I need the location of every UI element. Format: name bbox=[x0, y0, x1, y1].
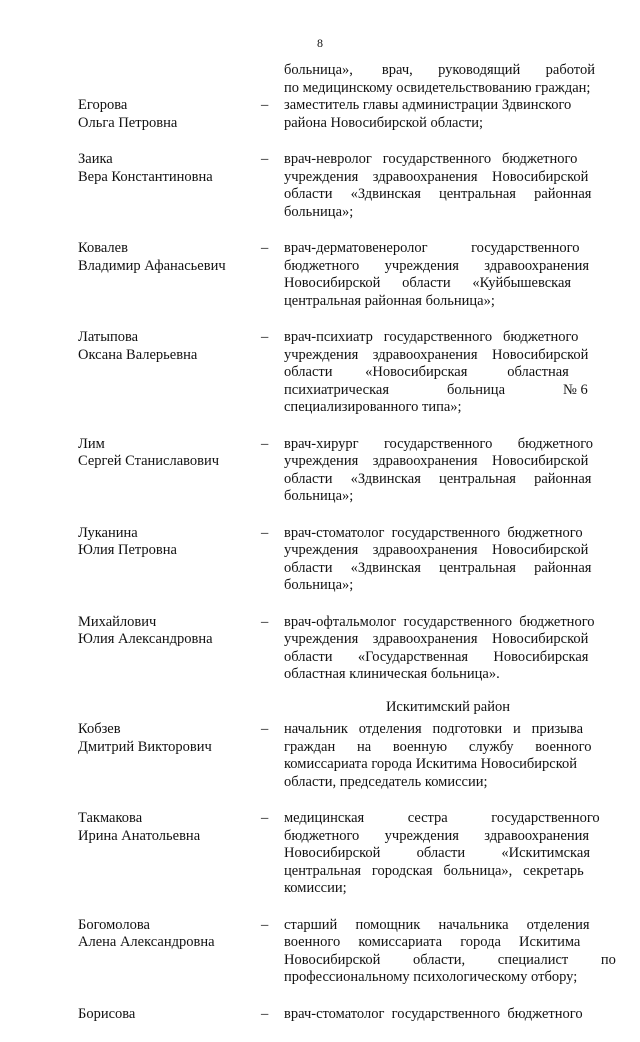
member-entry bbox=[78, 614, 612, 684]
dash-separator: – bbox=[261, 329, 269, 345]
member-position bbox=[284, 97, 612, 132]
member-position bbox=[284, 240, 612, 310]
position-line: Новосибирской области «Куйбышевская bbox=[284, 275, 572, 291]
position-line: больница»; bbox=[284, 488, 354, 504]
position-line: врач-стоматолог государственного бюджетного bbox=[284, 524, 583, 541]
member-name bbox=[78, 436, 261, 506]
member-surname: Лим bbox=[78, 435, 105, 452]
member-surname: Борисова bbox=[78, 1005, 136, 1022]
position-line: врач-дерматовенеролог государственного bbox=[284, 240, 580, 256]
position-line: области «Новосибирская областная bbox=[284, 364, 569, 380]
member-entry bbox=[78, 151, 612, 221]
dash-separator: – bbox=[261, 613, 269, 630]
member-name bbox=[78, 810, 261, 898]
position-line: бюджетного учреждения здравоохранения bbox=[284, 827, 590, 844]
position-line: учреждения здравоохранения Новосибирской bbox=[284, 453, 589, 469]
member-position bbox=[284, 810, 612, 898]
member-given-names: Сергей Станиславович bbox=[78, 453, 220, 469]
member-given-names: Вера Константиновна bbox=[78, 168, 213, 185]
member-surname: Заика bbox=[78, 151, 113, 167]
dash-separator: – bbox=[261, 721, 269, 737]
dash-separator: – bbox=[261, 810, 269, 826]
position-line: специализированного типа»; bbox=[284, 399, 462, 415]
dash-separator: – bbox=[261, 524, 269, 541]
position-line: области «Здвинская центральная районная bbox=[284, 559, 592, 576]
member-entry bbox=[78, 721, 612, 791]
member-surname: Латыпова bbox=[78, 329, 139, 345]
member-name bbox=[78, 1006, 261, 1024]
position-line: учреждения здравоохранения Новосибирской bbox=[284, 542, 589, 558]
member-position bbox=[284, 1006, 612, 1024]
member-name bbox=[78, 151, 261, 221]
position-line: бюджетного учреждения здравоохранения bbox=[284, 257, 590, 274]
dash-separator: – bbox=[261, 1005, 269, 1022]
position-line: областная клиническая больница». bbox=[284, 666, 500, 682]
position-line: больница»; bbox=[284, 203, 354, 220]
member-surname: Егорова bbox=[78, 97, 128, 113]
position-line: области «Здвинская центральная районная bbox=[284, 186, 592, 202]
member-given-names: Алена Александровна bbox=[78, 934, 215, 950]
dash-separator: – bbox=[261, 240, 269, 256]
position-line: центральная районная больница»; bbox=[284, 292, 495, 309]
position-line: врач-невролог государственного бюджетного bbox=[284, 151, 578, 167]
position-line: врач-хирург государственного бюджетного bbox=[284, 435, 594, 452]
continuation-text bbox=[284, 62, 612, 97]
member-name bbox=[78, 525, 261, 595]
position-line: области «Государственная Новосибирская bbox=[284, 648, 589, 665]
position-line: старший помощник начальника отделения bbox=[284, 916, 590, 933]
member-position bbox=[284, 525, 612, 595]
position-line: профессиональному психологическому отбору; bbox=[284, 969, 578, 985]
commission-list-iskitimsky bbox=[78, 721, 616, 1023]
section-heading: Искитимский район bbox=[385, 698, 511, 715]
member-position bbox=[284, 721, 612, 791]
member-entry bbox=[78, 436, 612, 506]
position-line: врач-психиатр государственного бюджетного bbox=[284, 329, 579, 345]
member-position bbox=[284, 151, 612, 221]
continuation-line: больница», врач, руководящий работой bbox=[284, 62, 595, 78]
member-position bbox=[284, 329, 612, 417]
position-line: комиссии; bbox=[284, 880, 347, 896]
position-line: начальник отделения подготовки и призыва bbox=[284, 721, 584, 737]
position-line: заместитель главы администрации Здвинского bbox=[284, 97, 572, 113]
position-line: военного комиссариата города Искитима bbox=[284, 934, 581, 950]
position-line: врач-стоматолог государственного бюджетного bbox=[284, 1005, 583, 1022]
position-line: комиссариата города Искитима Новосибирской bbox=[284, 756, 578, 772]
member-name bbox=[78, 240, 261, 310]
member-name bbox=[78, 97, 261, 132]
dash-separator: – bbox=[261, 916, 269, 933]
member-name bbox=[78, 329, 261, 417]
member-given-names: Ольга Петровна bbox=[78, 114, 178, 131]
member-surname: Такмакова bbox=[78, 810, 143, 826]
member-given-names: Дмитрий Викторович bbox=[78, 738, 212, 755]
member-given-names: Юлия Александровна bbox=[78, 631, 213, 647]
position-line: учреждения здравоохранения Новосибирской bbox=[284, 631, 589, 647]
member-surname: Кобзев bbox=[78, 721, 121, 737]
member-position bbox=[284, 436, 612, 506]
member-entry bbox=[78, 525, 612, 595]
position-line: граждан на военную службу военного bbox=[284, 738, 592, 755]
position-line: центральная городская больница», секретарь bbox=[284, 862, 584, 879]
dash-separator: – bbox=[261, 97, 269, 113]
position-line: психиатрическая больница № 6 bbox=[284, 381, 588, 398]
position-line: учреждения здравоохранения Новосибирской bbox=[284, 168, 589, 185]
member-position bbox=[284, 614, 612, 684]
dash-separator: – bbox=[261, 435, 269, 452]
member-entry bbox=[78, 97, 612, 132]
member-surname: Михайлович bbox=[78, 613, 157, 630]
member-given-names: Ирина Анатольевна bbox=[78, 827, 201, 844]
position-line: больница»; bbox=[284, 577, 354, 593]
member-surname: Ковалев bbox=[78, 240, 128, 256]
position-line: района Новосибирской области; bbox=[284, 114, 484, 131]
continuation-line: по медицинскому освидетельствованию граждан; bbox=[284, 79, 591, 96]
member-surname: Богомолова bbox=[78, 916, 150, 933]
member-given-names: Оксана Валерьевна bbox=[78, 346, 198, 363]
dash-separator: – bbox=[261, 151, 269, 167]
member-given-names: Владимир Афанасьевич bbox=[78, 257, 226, 274]
page-number: 8 bbox=[317, 36, 323, 50]
member-name bbox=[78, 614, 261, 684]
member-name bbox=[78, 917, 261, 987]
position-line: области, председатель комиссии; bbox=[284, 773, 488, 790]
member-given-names: Юлия Петровна bbox=[78, 542, 177, 558]
position-line: Новосибирской области, специалист по bbox=[284, 951, 616, 968]
commission-list-zdvinsky bbox=[78, 97, 612, 684]
position-line: Новосибирской области «Искитимская bbox=[284, 845, 590, 861]
position-line: области «Здвинская центральная районная bbox=[284, 470, 592, 487]
member-surname: Луканина bbox=[78, 524, 138, 541]
position-line: медицинская сестра государственного bbox=[284, 810, 600, 826]
member-position bbox=[284, 916, 616, 987]
member-entry bbox=[78, 1006, 612, 1024]
position-line: учреждения здравоохранения Новосибирской bbox=[284, 346, 589, 363]
member-entry bbox=[78, 240, 612, 310]
member-entry bbox=[78, 810, 612, 898]
document-body bbox=[78, 62, 616, 1042]
member-name bbox=[78, 721, 261, 791]
position-line: врач-офтальмолог государственного бюджетного bbox=[284, 613, 595, 630]
member-entry bbox=[78, 329, 612, 417]
member-entry bbox=[78, 916, 616, 987]
